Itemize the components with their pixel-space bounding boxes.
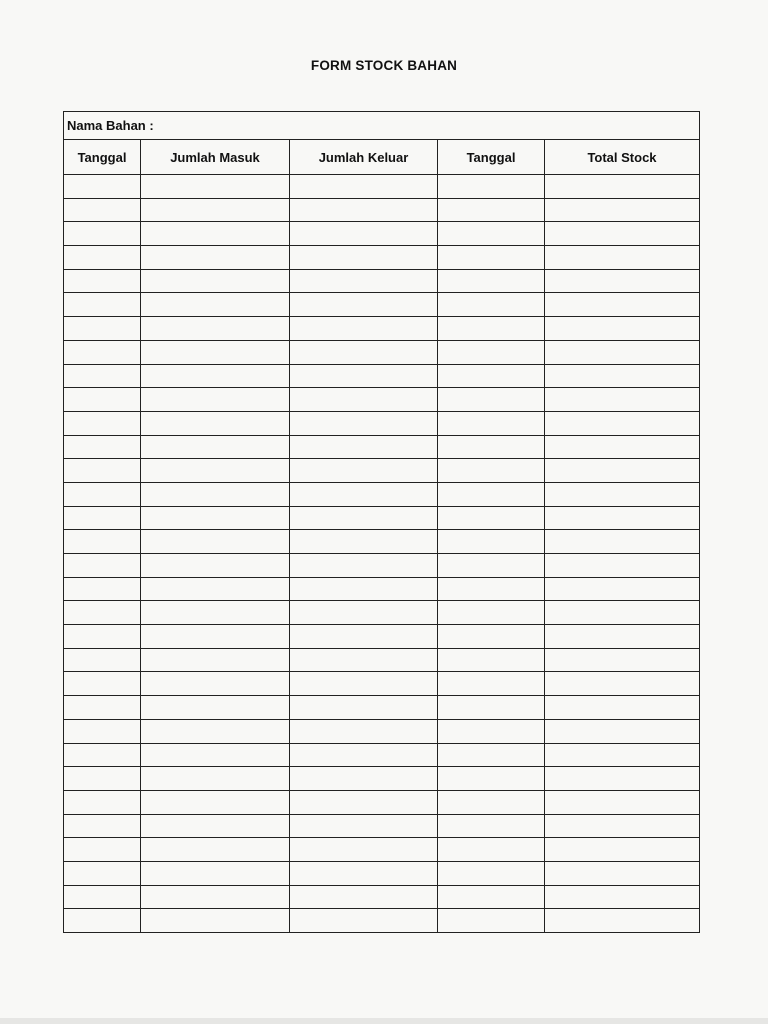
- table-cell[interactable]: [545, 625, 700, 649]
- table-cell[interactable]: [438, 861, 545, 885]
- table-cell[interactable]: [64, 340, 141, 364]
- table-row: [64, 625, 700, 649]
- table-cell[interactable]: [545, 696, 700, 720]
- table-cell[interactable]: [438, 388, 545, 412]
- column-header-tanggal-2: Tanggal: [438, 140, 545, 175]
- table-cell[interactable]: [438, 601, 545, 625]
- table-cell[interactable]: [141, 909, 290, 933]
- table-cell[interactable]: [64, 459, 141, 483]
- table-cell[interactable]: [141, 459, 290, 483]
- table-cell[interactable]: [438, 909, 545, 933]
- table-cell[interactable]: [438, 648, 545, 672]
- table-cell[interactable]: [290, 364, 438, 388]
- table-row: [64, 293, 700, 317]
- table-cell[interactable]: [545, 554, 700, 578]
- table-cell[interactable]: [545, 198, 700, 222]
- table-cell[interactable]: [141, 625, 290, 649]
- table-cell[interactable]: [438, 719, 545, 743]
- table-cell[interactable]: [438, 530, 545, 554]
- table-cell[interactable]: [290, 861, 438, 885]
- table-cell[interactable]: [141, 719, 290, 743]
- table-cell[interactable]: [141, 198, 290, 222]
- table-cell[interactable]: [290, 506, 438, 530]
- stock-table: [63, 111, 700, 933]
- table-cell[interactable]: [141, 435, 290, 459]
- table-cell[interactable]: [64, 222, 141, 246]
- table-cell[interactable]: [545, 506, 700, 530]
- table-cell[interactable]: [141, 601, 290, 625]
- table-cell[interactable]: [438, 293, 545, 317]
- table-cell[interactable]: [141, 482, 290, 506]
- table-cell[interactable]: [64, 482, 141, 506]
- nama-bahan-field[interactable]: [64, 112, 700, 140]
- table-cell[interactable]: [64, 554, 141, 578]
- table-cell[interactable]: [290, 175, 438, 199]
- table-cell[interactable]: [545, 246, 700, 270]
- table-cell[interactable]: [290, 719, 438, 743]
- table-cell[interactable]: [545, 814, 700, 838]
- table-cell[interactable]: [438, 577, 545, 601]
- table-cell[interactable]: [290, 482, 438, 506]
- table-cell[interactable]: [64, 861, 141, 885]
- table-cell[interactable]: [545, 411, 700, 435]
- table-cell[interactable]: [438, 743, 545, 767]
- table-cell[interactable]: [64, 885, 141, 909]
- table-cell[interactable]: [141, 814, 290, 838]
- table-cell[interactable]: [64, 909, 141, 933]
- table-row: [64, 435, 700, 459]
- table-cell[interactable]: [64, 246, 141, 270]
- table-cell[interactable]: [64, 719, 141, 743]
- table-cell[interactable]: [545, 293, 700, 317]
- table-cell[interactable]: [290, 246, 438, 270]
- table-cell[interactable]: [64, 577, 141, 601]
- table-cell[interactable]: [545, 222, 700, 246]
- table-cell[interactable]: [545, 719, 700, 743]
- table-cell[interactable]: [545, 767, 700, 791]
- table-cell[interactable]: [438, 435, 545, 459]
- table-cell[interactable]: [141, 672, 290, 696]
- table-row: [64, 743, 700, 767]
- table-cell[interactable]: [141, 388, 290, 412]
- table-cell[interactable]: [438, 246, 545, 270]
- table-row: [64, 838, 700, 862]
- table-cell[interactable]: [141, 767, 290, 791]
- table-cell[interactable]: [545, 577, 700, 601]
- table-cell[interactable]: [290, 198, 438, 222]
- table-row: [64, 719, 700, 743]
- table-cell[interactable]: [64, 601, 141, 625]
- table-cell[interactable]: [438, 790, 545, 814]
- table-cell[interactable]: [64, 625, 141, 649]
- table-row: [64, 340, 700, 364]
- table-cell[interactable]: [290, 293, 438, 317]
- table-row: [64, 175, 700, 199]
- table-cell[interactable]: [290, 340, 438, 364]
- table-cell[interactable]: [141, 269, 290, 293]
- table-cell[interactable]: [438, 482, 545, 506]
- table-row: [64, 222, 700, 246]
- table-row: [64, 388, 700, 412]
- table-row: [64, 861, 700, 885]
- table-cell[interactable]: [141, 317, 290, 341]
- table-row: [64, 459, 700, 483]
- table-cell[interactable]: [438, 269, 545, 293]
- table-cell[interactable]: [438, 767, 545, 791]
- table-row: [64, 554, 700, 578]
- table-cell[interactable]: [141, 506, 290, 530]
- table-row: [64, 506, 700, 530]
- table-cell[interactable]: [64, 269, 141, 293]
- table-cell[interactable]: [141, 861, 290, 885]
- table-cell[interactable]: [141, 340, 290, 364]
- column-header-tanggal: Tanggal: [64, 140, 141, 175]
- table-cell[interactable]: [438, 198, 545, 222]
- table-cell[interactable]: [64, 293, 141, 317]
- table-cell[interactable]: [545, 459, 700, 483]
- table-cell[interactable]: [141, 293, 290, 317]
- table-row: [64, 885, 700, 909]
- table-cell[interactable]: [438, 838, 545, 862]
- table-row: [64, 269, 700, 293]
- table-row: [64, 411, 700, 435]
- table-cell[interactable]: [141, 577, 290, 601]
- nama-bahan-label: Nama Bahan :: [67, 118, 154, 133]
- table-row: [64, 909, 700, 933]
- table-cell[interactable]: [64, 672, 141, 696]
- table-cell[interactable]: [290, 743, 438, 767]
- table-cell[interactable]: [290, 625, 438, 649]
- table-cell[interactable]: [141, 222, 290, 246]
- table-cell[interactable]: [545, 317, 700, 341]
- table-cell[interactable]: [545, 388, 700, 412]
- table-cell[interactable]: [438, 411, 545, 435]
- table-cell[interactable]: [64, 790, 141, 814]
- table-cell[interactable]: [141, 411, 290, 435]
- scan-edge: [0, 1018, 768, 1024]
- table-cell[interactable]: [545, 482, 700, 506]
- column-header-total-stock: Total Stock: [545, 140, 700, 175]
- table-row: [64, 198, 700, 222]
- table-cell[interactable]: [290, 317, 438, 341]
- table-cell[interactable]: [438, 625, 545, 649]
- table-row: [64, 482, 700, 506]
- table-cell[interactable]: [290, 790, 438, 814]
- table-cell[interactable]: [290, 909, 438, 933]
- table-row: [64, 577, 700, 601]
- table-cell[interactable]: [545, 909, 700, 933]
- table-row: [64, 317, 700, 341]
- table-cell[interactable]: [545, 885, 700, 909]
- table-cell[interactable]: [545, 340, 700, 364]
- table-row: [64, 696, 700, 720]
- table-cell[interactable]: [141, 696, 290, 720]
- table-cell[interactable]: [290, 696, 438, 720]
- table-cell[interactable]: [64, 506, 141, 530]
- table-cell[interactable]: [545, 648, 700, 672]
- name-row: [64, 112, 700, 140]
- table-cell[interactable]: [141, 885, 290, 909]
- table-cell[interactable]: [64, 648, 141, 672]
- table-cell[interactable]: [545, 838, 700, 862]
- table-cell[interactable]: [141, 790, 290, 814]
- table-cell[interactable]: [64, 696, 141, 720]
- form-title: FORM STOCK BAHAN: [310, 58, 458, 73]
- table-cell[interactable]: [290, 554, 438, 578]
- table-cell[interactable]: [545, 672, 700, 696]
- table-cell[interactable]: [545, 364, 700, 388]
- table-cell[interactable]: [290, 885, 438, 909]
- table-cell[interactable]: [545, 175, 700, 199]
- table-cell[interactable]: [141, 648, 290, 672]
- table-cell[interactable]: [141, 175, 290, 199]
- table-cell[interactable]: [290, 838, 438, 862]
- table-cell[interactable]: [438, 459, 545, 483]
- table-row: [64, 767, 700, 791]
- table-cell[interactable]: [64, 743, 141, 767]
- table-cell[interactable]: [290, 222, 438, 246]
- header-row: [64, 140, 700, 175]
- table-body: [64, 175, 700, 933]
- table-cell[interactable]: [64, 175, 141, 199]
- table-cell[interactable]: [290, 601, 438, 625]
- table-cell[interactable]: [290, 672, 438, 696]
- table-row: [64, 246, 700, 270]
- table-cell[interactable]: [545, 269, 700, 293]
- table-cell[interactable]: [141, 554, 290, 578]
- table-cell[interactable]: [290, 767, 438, 791]
- table-cell[interactable]: [290, 411, 438, 435]
- table-cell[interactable]: [545, 790, 700, 814]
- table-row: [64, 648, 700, 672]
- table-row: [64, 530, 700, 554]
- table-cell[interactable]: [438, 222, 545, 246]
- table-cell[interactable]: [64, 388, 141, 412]
- table-cell[interactable]: [438, 672, 545, 696]
- table-cell[interactable]: [141, 743, 290, 767]
- table-cell[interactable]: [438, 885, 545, 909]
- table-cell[interactable]: [64, 838, 141, 862]
- table-cell[interactable]: [64, 411, 141, 435]
- table-cell[interactable]: [438, 340, 545, 364]
- table-cell[interactable]: [545, 530, 700, 554]
- table-cell[interactable]: [290, 435, 438, 459]
- table-row: [64, 814, 700, 838]
- table-row: [64, 672, 700, 696]
- table-cell[interactable]: [438, 317, 545, 341]
- table-row: [64, 364, 700, 388]
- table-cell[interactable]: [141, 246, 290, 270]
- table-row: [64, 601, 700, 625]
- table-cell[interactable]: [438, 696, 545, 720]
- table-row: [64, 790, 700, 814]
- table-cell[interactable]: [290, 648, 438, 672]
- table-cell[interactable]: [64, 317, 141, 341]
- table-cell[interactable]: [438, 506, 545, 530]
- table-cell[interactable]: [64, 814, 141, 838]
- table-cell[interactable]: [545, 435, 700, 459]
- column-header-jumlah-keluar: Jumlah Keluar: [290, 140, 438, 175]
- table-cell[interactable]: [545, 861, 700, 885]
- table-cell[interactable]: [64, 530, 141, 554]
- table-cell[interactable]: [438, 364, 545, 388]
- table-cell[interactable]: [64, 767, 141, 791]
- table-cell[interactable]: [290, 269, 438, 293]
- table-cell[interactable]: [545, 743, 700, 767]
- table-cell[interactable]: [438, 175, 545, 199]
- table-cell[interactable]: [290, 814, 438, 838]
- table-cell[interactable]: [64, 364, 141, 388]
- table-cell[interactable]: [64, 198, 141, 222]
- column-header-jumlah-masuk: Jumlah Masuk: [141, 140, 290, 175]
- table-cell[interactable]: [290, 459, 438, 483]
- table-cell[interactable]: [141, 838, 290, 862]
- table-cell[interactable]: [438, 554, 545, 578]
- table-cell[interactable]: [290, 388, 438, 412]
- table-cell[interactable]: [141, 530, 290, 554]
- table-cell[interactable]: [290, 530, 438, 554]
- table-cell[interactable]: [545, 601, 700, 625]
- table-cell[interactable]: [64, 435, 141, 459]
- table-cell[interactable]: [438, 814, 545, 838]
- table-cell[interactable]: [141, 364, 290, 388]
- table-cell[interactable]: [290, 577, 438, 601]
